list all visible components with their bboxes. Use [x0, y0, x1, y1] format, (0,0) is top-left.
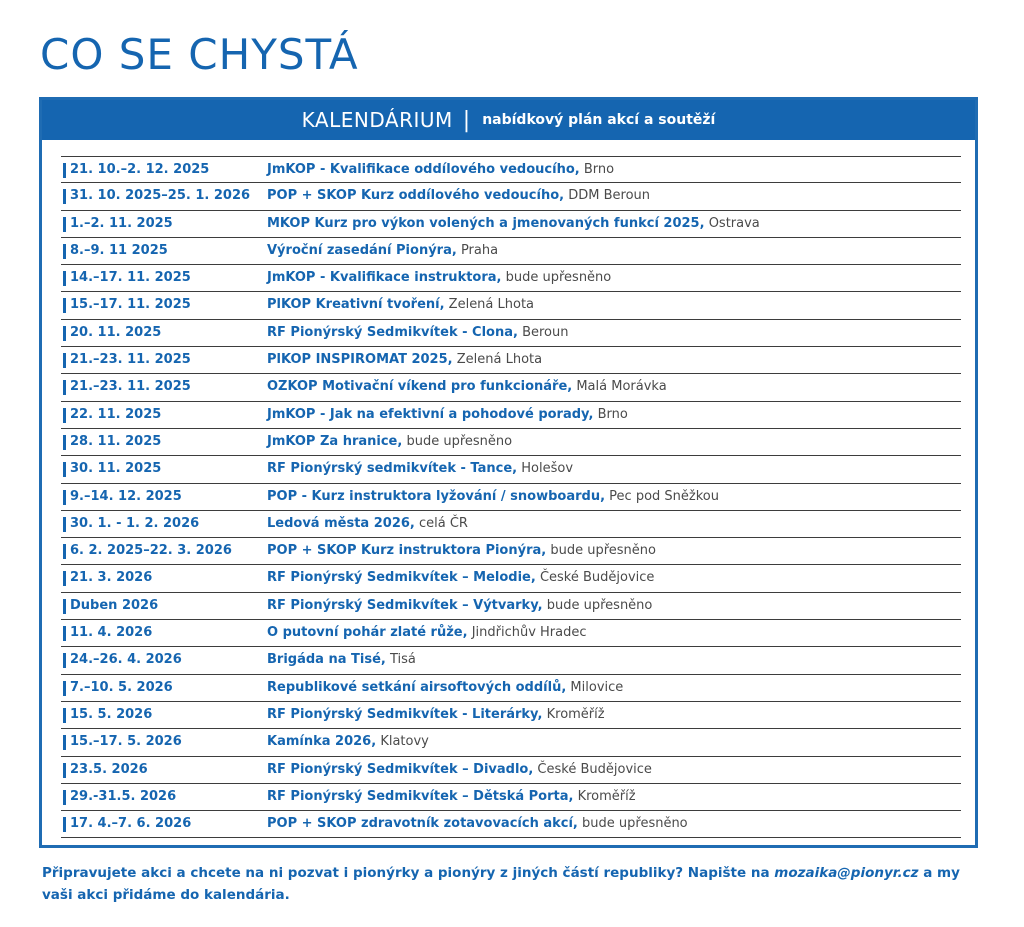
event-name: Ledová města 2026, — [267, 515, 415, 531]
event-date: 24.–26. 4. 2026 — [70, 652, 182, 668]
event-name: Kamínka 2026, — [267, 734, 377, 750]
event-name: RF Pionýrský Sedmikvítek – Výtvarky, — [267, 597, 543, 613]
page-title: CO SE CHYSTÁ — [40, 30, 359, 79]
row-marker — [63, 763, 66, 778]
event-description — [267, 188, 650, 203]
row-marker — [63, 708, 66, 723]
event-description — [267, 379, 667, 394]
event-date: 6. 2. 2025–22. 3. 2026 — [70, 543, 232, 559]
event-name: POP + SKOP zdravotník zotavovacích akcí, — [267, 816, 578, 832]
row-marker — [63, 817, 66, 832]
row-marker — [63, 217, 66, 232]
event-description — [267, 789, 636, 804]
event-name: RF Pionýrský Sedmikvítek – Dětská Porta, — [267, 788, 574, 804]
calendar-subtitle: nabídkový plán akcí a soutěží — [482, 112, 716, 128]
event-description — [267, 516, 468, 531]
event-description — [267, 162, 614, 177]
calendar-header — [42, 100, 975, 140]
row-marker — [63, 462, 66, 477]
event-date: 15. 5. 2026 — [70, 706, 153, 722]
event-row — [61, 456, 961, 483]
event-name: JmKOP - Kvalifikace instruktora, — [267, 270, 502, 286]
event-name: PlKOP INSPIROMAT 2025, — [267, 352, 453, 368]
event-place: bude upřesněno — [550, 543, 656, 559]
event-date: Duben 2026 — [70, 597, 159, 613]
event-row — [61, 647, 961, 674]
event-date: 1.–2. 11. 2025 — [70, 215, 173, 231]
event-place: DDM Beroun — [568, 188, 650, 204]
event-date: 8.–9. 11 2025 — [70, 242, 168, 258]
event-row — [61, 757, 961, 784]
row-marker — [63, 544, 66, 559]
row-marker — [63, 163, 66, 178]
event-date: 31. 10. 2025–25. 1. 2026 — [70, 188, 251, 204]
event-description — [267, 461, 573, 476]
event-row — [61, 292, 961, 319]
event-description — [267, 297, 534, 312]
event-name: MKOP Kurz pro výkon volených a jmenovaných funkcí 2025, — [267, 215, 705, 231]
event-date: 21.–23. 11. 2025 — [70, 379, 191, 395]
event-date: 20. 11. 2025 — [70, 324, 162, 340]
row-marker — [63, 380, 66, 395]
event-date: 29.-31.5. 2026 — [70, 788, 177, 804]
event-place: Jindřichův Hradec — [471, 625, 587, 641]
event-row — [61, 320, 961, 347]
header-separator: | — [462, 107, 471, 133]
event-row — [61, 347, 961, 374]
event-place: České Budějovice — [537, 761, 652, 777]
footer-note — [42, 862, 992, 906]
event-name: POP + SKOP Kurz instruktora Pionýra, — [267, 543, 547, 559]
row-marker — [63, 408, 66, 423]
event-name: RF Pionýrský Sedmikvítek – Melodie, — [267, 570, 536, 586]
event-row — [61, 183, 961, 210]
event-place: Brno — [583, 162, 615, 177]
event-name: OZKOP Motivační víkend pro funkcionáře, — [267, 379, 573, 395]
event-description — [267, 598, 652, 613]
event-description — [267, 816, 688, 831]
event-name: JmKOP - Kvalifikace oddílového vedoucího, — [267, 162, 580, 177]
event-name: POP + SKOP Kurz oddílového vedoucího, — [267, 188, 565, 204]
event-row — [61, 811, 961, 838]
event-row — [61, 511, 961, 538]
event-row — [61, 374, 961, 401]
event-date: 23.5. 2026 — [70, 761, 148, 777]
event-list — [61, 156, 961, 838]
event-place: bude upřesněno — [546, 597, 653, 613]
event-name: JmKOP - Jak na efektivní a pohodové porady, — [267, 406, 594, 422]
event-name: PlKOP Kreativní tvoření, — [267, 297, 445, 313]
event-description — [267, 543, 656, 558]
event-place: Brno — [597, 406, 628, 422]
calendar-title: KALENDÁRIUM — [301, 108, 453, 132]
row-marker — [63, 681, 66, 696]
event-place: Holešov — [521, 461, 574, 477]
event-place: Tisá — [389, 652, 416, 668]
event-date: 15.–17. 11. 2025 — [70, 297, 191, 313]
event-description — [267, 625, 587, 640]
event-description — [267, 434, 512, 449]
event-place: bude upřesněno — [406, 433, 513, 449]
event-row — [61, 402, 961, 429]
event-place: bude upřesněno — [505, 270, 612, 286]
row-marker — [63, 353, 66, 368]
event-row — [61, 729, 961, 756]
event-row — [61, 265, 961, 292]
footer-email[interactable]: mozaika@pionyr.cz — [774, 865, 919, 881]
event-description — [267, 734, 429, 749]
event-row — [61, 702, 961, 729]
row-marker — [63, 599, 66, 614]
event-place: Kroměříž — [577, 788, 636, 804]
event-description — [267, 762, 652, 777]
event-row — [61, 784, 961, 811]
event-description — [267, 489, 719, 504]
event-date: 30. 11. 2025 — [70, 461, 162, 477]
event-name: Výroční zasedání Pionýra, — [267, 242, 457, 258]
event-place: Klatovy — [380, 734, 429, 750]
event-row — [61, 620, 961, 647]
event-description — [267, 570, 654, 585]
event-place: celá ČR — [418, 515, 468, 531]
event-description — [267, 652, 416, 667]
event-description — [267, 270, 611, 285]
row-marker — [63, 435, 66, 450]
event-description — [267, 352, 542, 367]
event-description — [267, 243, 498, 258]
event-date: 21. 3. 2026 — [70, 570, 153, 586]
event-description — [267, 325, 569, 340]
event-name: Brigáda na Tisé, — [267, 652, 386, 668]
event-description — [267, 707, 605, 722]
event-row — [61, 429, 961, 456]
event-date: 22. 11. 2025 — [70, 406, 162, 422]
event-row — [61, 211, 961, 238]
event-row — [61, 593, 961, 620]
event-place: Milovice — [570, 679, 624, 695]
footer-text-after: a my vaši akci přidáme do kalendária. — [42, 865, 960, 903]
event-place: Beroun — [522, 324, 569, 340]
row-marker — [63, 244, 66, 259]
event-place: Kroměříž — [546, 706, 605, 722]
event-date: 28. 11. 2025 — [70, 433, 162, 449]
event-date: 21. 10.–2. 12. 2025 — [70, 162, 210, 177]
calendar-box — [39, 97, 978, 848]
row-marker — [63, 189, 66, 204]
row-marker — [63, 790, 66, 805]
event-date: 17. 4.–7. 6. 2026 — [70, 816, 192, 832]
event-row — [61, 675, 961, 702]
row-marker — [63, 735, 66, 750]
event-place: Malá Morávka — [576, 379, 667, 395]
event-description — [267, 407, 628, 422]
event-date: 14.–17. 11. 2025 — [70, 270, 191, 286]
row-marker — [63, 326, 66, 341]
event-name: RF Pionýrský Sedmikvítek - Literárky, — [267, 706, 543, 722]
event-date: 30. 1. - 1. 2. 2026 — [70, 515, 200, 531]
event-name: RF Pionýrský sedmikvítek - Tance, — [267, 461, 518, 477]
event-name: Republikové setkání airsoftových oddílů, — [267, 679, 567, 695]
event-name: RF Pionýrský Sedmikvítek - Clona, — [267, 324, 518, 340]
event-name: JmKOP Za hranice, — [267, 433, 403, 449]
event-date: 21.–23. 11. 2025 — [70, 352, 191, 368]
row-marker — [63, 271, 66, 286]
row-marker — [63, 490, 66, 505]
event-name: O putovní pohár zlaté růže, — [267, 625, 468, 641]
event-row — [61, 538, 961, 565]
event-description — [267, 216, 760, 231]
event-place: Zelená Lhota — [456, 352, 543, 368]
event-description — [267, 680, 623, 695]
event-date: 11. 4. 2026 — [70, 625, 153, 641]
event-row — [61, 565, 961, 592]
event-place: Praha — [460, 242, 499, 258]
row-marker — [63, 517, 66, 532]
event-row — [61, 156, 961, 183]
row-marker — [63, 298, 66, 313]
event-date: 7.–10. 5. 2026 — [70, 679, 173, 695]
event-place: bude upřesněno — [582, 816, 688, 832]
event-place: Pec pod Sněžkou — [609, 488, 719, 504]
event-date: 15.–17. 5. 2026 — [70, 734, 182, 750]
event-row — [61, 238, 961, 265]
event-place: České Budějovice — [539, 570, 655, 586]
event-name: POP - Kurz instruktora lyžování / snowboardu, — [267, 488, 606, 504]
footer-text-before: Připravujete akci a chcete na ni pozvat i pionýrky a pionýry z jiných částí republiky? Napište na — [42, 865, 775, 881]
event-name: RF Pionýrský Sedmikvítek – Divadlo, — [267, 761, 534, 777]
row-marker — [63, 626, 66, 641]
event-row — [61, 484, 961, 511]
row-marker — [63, 571, 66, 586]
event-place: Zelená Lhota — [448, 297, 535, 313]
row-marker — [63, 653, 66, 668]
event-date: 9.–14. 12. 2025 — [70, 488, 182, 504]
event-place: Ostrava — [708, 215, 760, 231]
